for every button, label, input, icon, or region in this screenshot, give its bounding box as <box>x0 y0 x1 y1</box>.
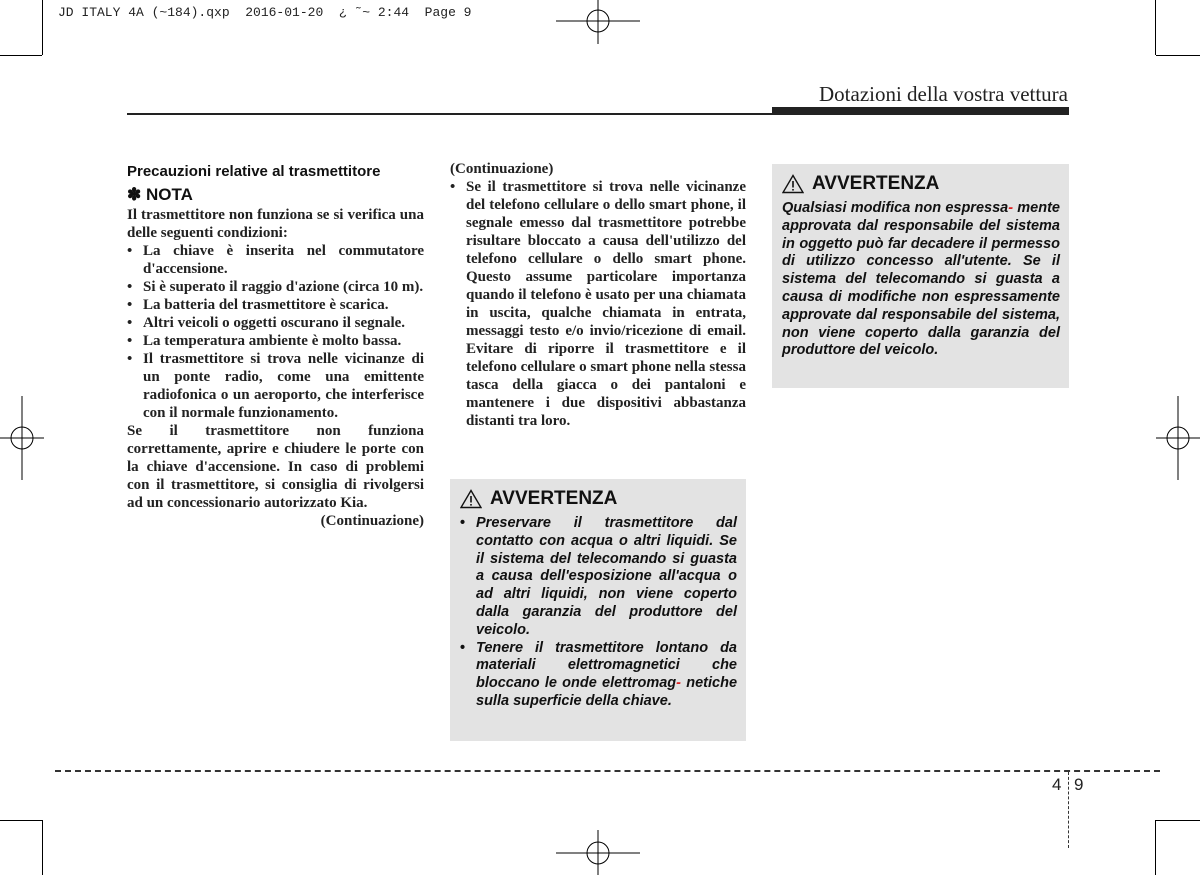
crop-mark-top-right-v <box>1155 0 1156 55</box>
continues-label: (Continuazione) <box>320 513 424 529</box>
list-item: • Tenere il trasmettitore lontano da materiali elettromagnetici che bloccano le onde elettromag- netiche sulla superficie della chiave. <box>460 639 738 709</box>
condition-list <box>127 242 424 422</box>
list-item: • Si è superato il raggio d'azione (circa 10 m). <box>127 279 424 295</box>
crop-mark-bottom-left-v <box>42 820 43 875</box>
registration-mark-top <box>556 0 640 44</box>
note-heading: ✽ NOTA <box>127 185 193 204</box>
footer-rule <box>55 770 1160 772</box>
crop-mark-top-left-v <box>42 0 43 55</box>
warning-text: Qualsiasi modifica non espressa- mente approvata dal responsabile del sistema in oggetto può far decadere il permesso di utilizzo concesso all'utente. Se il sistema del telecomando si guasta a causa di modifiche non espressamente approvate dal responsabile del sistema, non viene coperto dalla garanzia del produttore del veicolo. <box>782 200 1060 359</box>
list-item-text: La batteria del trasmettitore è scarica. <box>143 297 389 313</box>
list-item: • La chiave è inserita nel commutatore d'accensione. <box>127 243 424 277</box>
page-number: 9 <box>1074 775 1084 794</box>
warning-triangle-icon <box>460 489 482 509</box>
footer-divider <box>1068 772 1069 848</box>
header-rule-bold <box>772 107 1069 115</box>
body-paragraph: Se il trasmettitore non funziona correttamente, aprire e chiudere le porte con la chiave d'accensione. In caso di problemi con il trasmettitore, si consiglia di rivolgersi ad un concessionario autorizzato Kia. <box>127 423 424 511</box>
page-header-title: Dotazioni della vostra vettura <box>819 82 1068 106</box>
warning-heading <box>460 487 737 511</box>
warning-title: AVVERTENZA <box>812 173 940 194</box>
list-item-text: Altri veicoli o oggetti oscurano il segnale. <box>143 315 406 331</box>
warning-title: AVVERTENZA <box>490 488 618 509</box>
registration-mark-bottom <box>556 830 640 875</box>
column-left <box>127 162 424 530</box>
crop-mark-top-right-h <box>1156 55 1200 56</box>
registration-mark-left <box>0 396 44 480</box>
warning-box-modification <box>772 164 1069 388</box>
crop-mark-top-left-h <box>0 55 42 56</box>
registration-mark-right <box>1156 396 1200 480</box>
print-slug: JD ITALY 4A (~184).qxp 2016-01-20 ¿ ˜~ 2:44 Page 9 <box>58 5 472 20</box>
list-item: • Se il trasmettitore si trova nelle vicinanze del telefono cellulare o dello smart phone, il segnale emesso dal trasmettitore potrebbe risultare bloccato a causa dell'utilizzo del telefono cellulare o dello smart phone. Questo assume particolare importanza quando il telefono è usato per una chiamata in uscita, qualche chiamata in entrata, messaggi testo e/o invio/ricezione di email. Evitare di riporre il trasmettitore e il telefono cellulare o smart phone nella stessa tasca della giacca o dei pantaloni e mantenere i due dispositivi abbastanza distanti tra loro. <box>450 179 746 429</box>
list-item: • La batteria del trasmettitore è scarica. <box>127 297 389 313</box>
warning-list <box>460 515 737 711</box>
note-intro: Il trasmettitore non funziona se si verifica una delle seguenti condizioni: <box>127 207 424 241</box>
warning-heading <box>782 172 1060 196</box>
list-item: • Il trasmettitore si trova nelle vicinanze di un ponte radio, come una emittente radiofonica o un aeroporto, che interferisce con il normale funzionamento. <box>127 351 424 421</box>
continued-label: (Continuazione) <box>450 161 554 177</box>
list-item: • Preservare il trasmettitore dal contatto con acqua o altri liquidi. Se il sistema del telecomando si guasta a causa dell'esposizione all'acqua o ad altri liquidi, non viene coperto dalla garanzia del produttore del veicolo. <box>460 515 737 638</box>
chapter-number: 4 <box>1052 775 1062 794</box>
list-item-text: La temperatura ambiente è molto bassa. <box>143 333 402 349</box>
list-item-text: Tenere il trasmettitore lontano da materiali elettromagnetici che bloccano le onde elettromag- netiche sulla superficie della chiave. <box>476 639 738 709</box>
list-item-text: Si è superato il raggio d'azione (circa 10 m). <box>143 279 424 295</box>
crop-mark-bottom-right-v <box>1155 820 1156 875</box>
column-middle <box>450 162 746 430</box>
list-item-text: La chiave è inserita nel commutatore d'accensione. <box>143 243 424 277</box>
list-item-text: Preservare il trasmettitore dal contatto con acqua o altri liquidi. Se il sistema del telecomando si guasta a causa dell'esposizione all'acqua o ad altri liquidi, non viene coperto dalla garanzia del produttore del veicolo. <box>476 515 737 638</box>
list-item: • Altri veicoli o oggetti oscurano il segnale. <box>127 315 406 331</box>
header-rule <box>127 113 772 115</box>
list-item: • La temperatura ambiente è molto bassa. <box>127 333 402 349</box>
list-item-text: Se il trasmettitore si trova nelle vicinanze del telefono cellulare o dello smart phone, il segnale emesso dal trasmettitore potrebbe risultare bloccato a causa dell'utilizzo del telefono cellulare o dello smart phone. Questo assume particolare importanza quando il telefono è usato per una chiamata in uscita, qualche chiamata in entrata, messaggi testo e/o invio/ricezione di email. Evitare di riporre il trasmettitore e il telefono cellulare o smart phone nella stessa tasca della giacca o dei pantaloni e mantenere i due dispositivi abbastanza distanti tra loro. <box>466 179 746 429</box>
continued-list <box>450 178 746 430</box>
warning-box-water <box>450 479 746 741</box>
crop-mark-bottom-left-h <box>0 820 42 821</box>
section-title: Precauzioni relative al trasmettitore <box>127 163 381 180</box>
list-item-text: Il trasmettitore si trova nelle vicinanze di un ponte radio, come una emittente radiofonica o un aeroporto, che interferisce con il normale funzionamento. <box>143 351 424 421</box>
warning-triangle-icon <box>782 174 804 194</box>
crop-mark-bottom-right-h <box>1156 820 1200 821</box>
